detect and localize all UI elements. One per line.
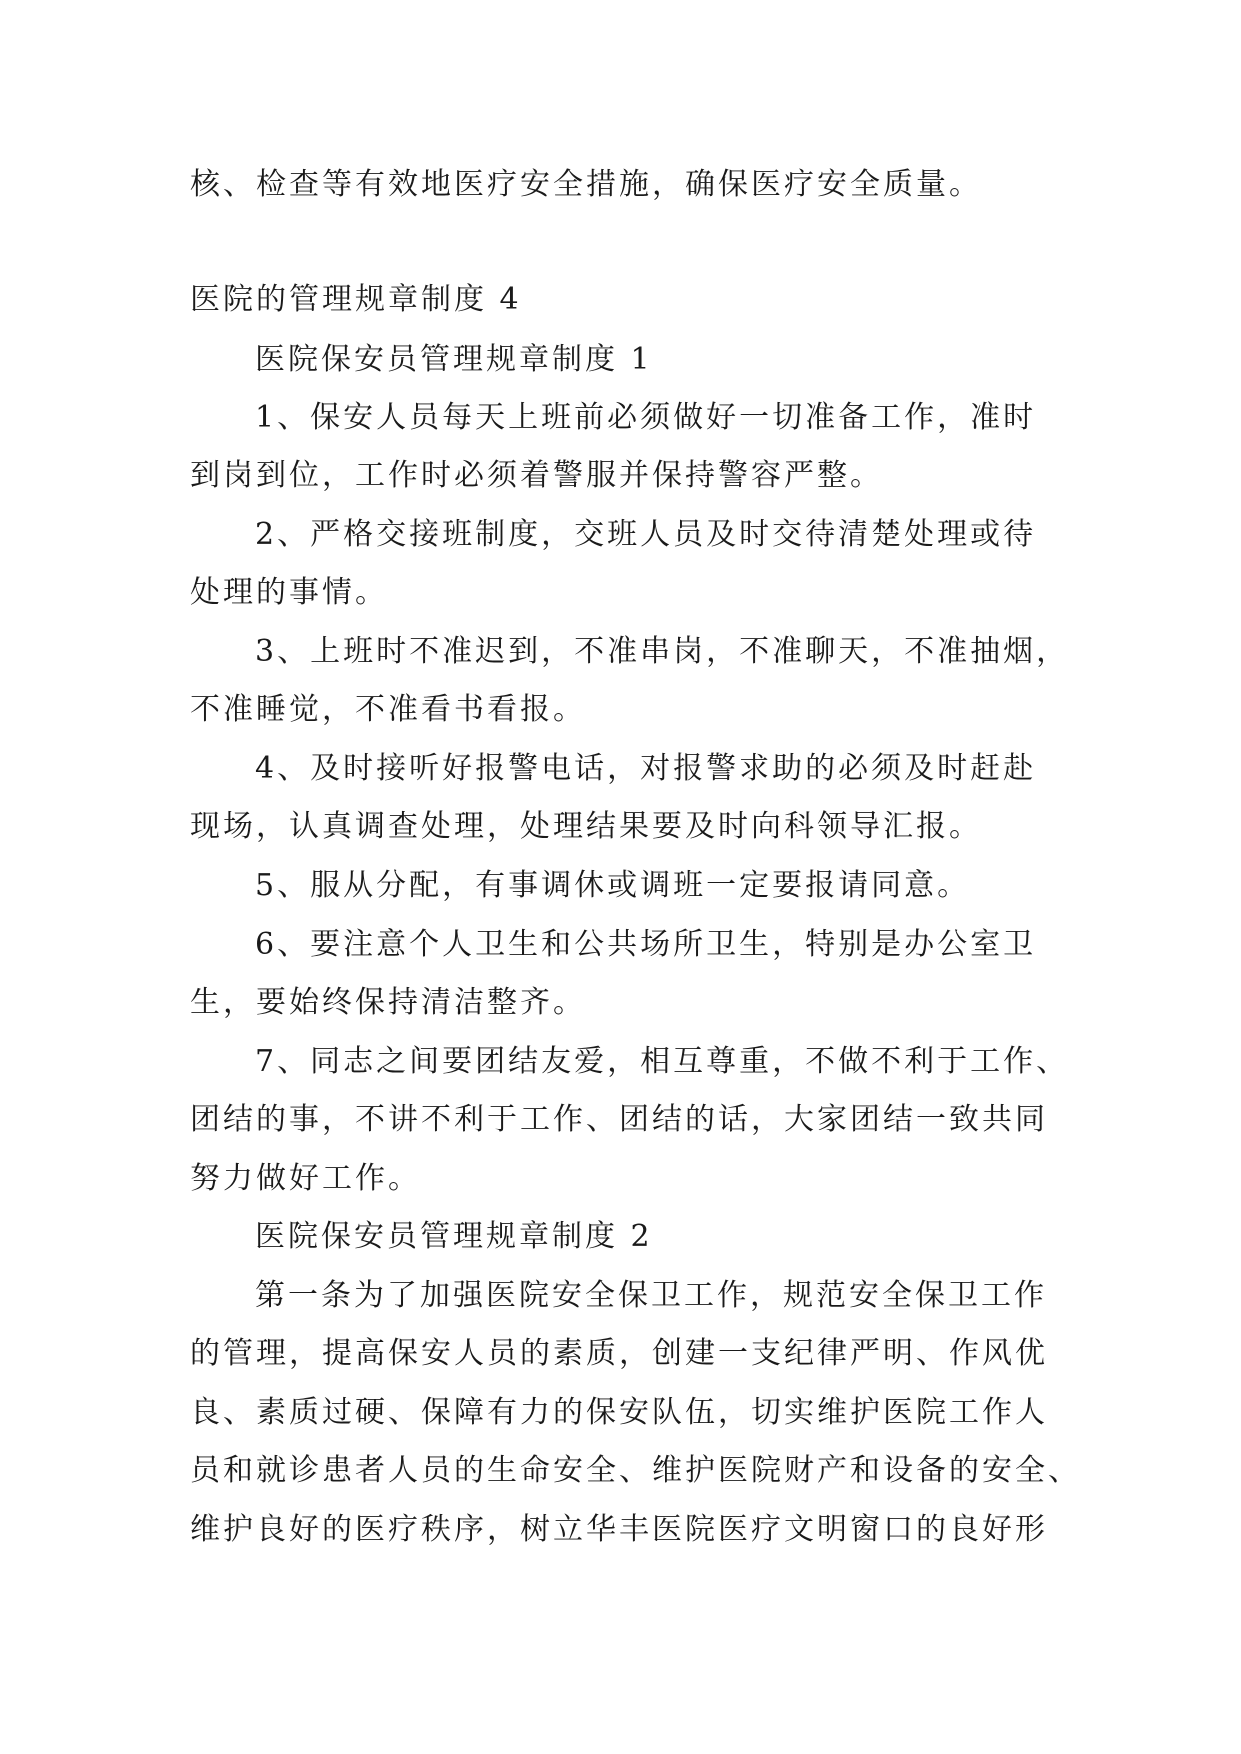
text-line: 努力做好工作。	[190, 1161, 421, 1196]
text-line: 团结的事，不讲不利于工作、团结的话，大家团结一致共同	[190, 1102, 1048, 1137]
text-line: 1、保安人员每天上班前必须做好一切准备工作，准时	[255, 400, 1037, 435]
text-line: 7、同志之间要团结友爱，相互尊重，不做不利于工作、	[255, 1044, 1070, 1079]
text-line: 良、素质过硬、保障有力的保安队伍，切实维护医院工作人	[190, 1395, 1048, 1430]
text-line: 不准睡觉，不准看书看报。	[190, 692, 586, 727]
text-line: 3、上班时不准迟到，不准串岗，不准聊天，不准抽烟，	[255, 634, 1070, 669]
text-line: 员和就诊患者人员的生命安全、维护医院财产和设备的安全、	[190, 1453, 1081, 1488]
text-line: 5、服从分配，有事调休或调班一定要报请同意。	[255, 868, 971, 903]
text-line: 的管理，提高保安人员的素质，创建一支纪律严明、作风优	[190, 1336, 1048, 1371]
text-line: 到岗到位，工作时必须着警服并保持警容严整。	[190, 458, 883, 493]
text-line: 生，要始终保持清洁整齐。	[190, 985, 586, 1020]
subsection-heading: 医院保安员管理规章制度 2	[255, 1219, 653, 1254]
text-line: 第一条为了加强医院安全保卫工作，规范安全保卫工作	[255, 1278, 1047, 1313]
text-line: 核、检查等有效地医疗安全措施，确保医疗安全质量。	[190, 167, 982, 202]
text-line: 现场，认真调查处理，处理结果要及时向科领导汇报。	[190, 809, 982, 844]
section-heading: 医院的管理规章制度 4	[190, 282, 522, 317]
text-line: 6、要注意个人卫生和公共场所卫生，特别是办公室卫	[255, 927, 1037, 962]
text-line: 处理的事情。	[190, 575, 388, 610]
text-line: 维护良好的医疗秩序，树立华丰医院医疗文明窗口的良好形	[190, 1512, 1048, 1547]
text-line: 4、及时接听好报警电话，对报警求助的必须及时赶赴	[255, 751, 1037, 786]
subsection-heading: 医院保安员管理规章制度 1	[255, 342, 653, 377]
text-line: 2、严格交接班制度，交班人员及时交待清楚处理或待	[255, 517, 1037, 552]
